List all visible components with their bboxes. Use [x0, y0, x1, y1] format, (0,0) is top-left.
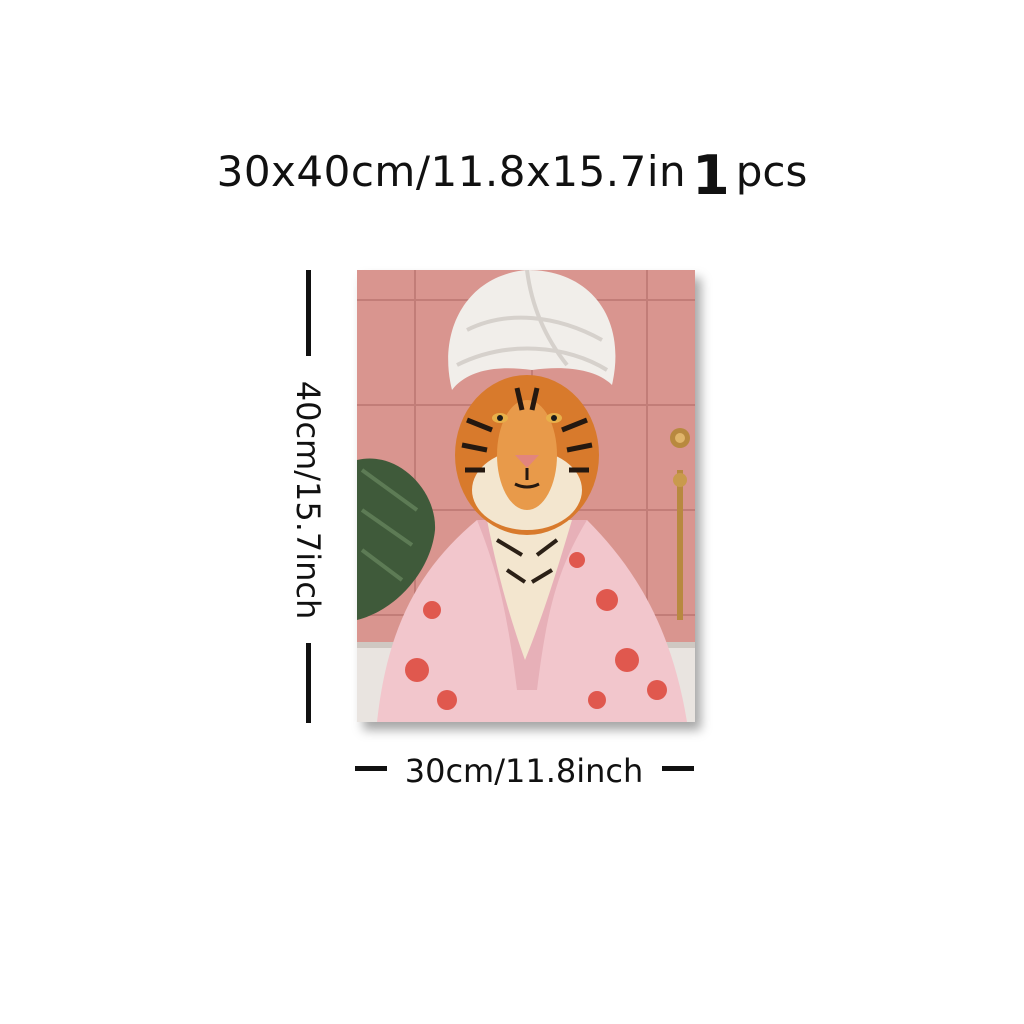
size-text: 30x40cm/11.8x15.7in — [216, 147, 687, 196]
width-label: 30cm/11.8inch — [404, 752, 644, 790]
height-label: 40cm/15.7inch — [289, 380, 327, 620]
product-headline — [0, 136, 1024, 207]
height-indicator-top — [306, 270, 311, 356]
height-indicator-bottom — [306, 643, 311, 723]
width-indicator-right — [662, 766, 694, 771]
artwork-canvas — [357, 270, 695, 722]
width-indicator-left — [355, 766, 387, 771]
piece-count: 1 — [692, 144, 730, 207]
tiger-in-bathrobe-icon — [357, 270, 695, 722]
piece-unit: pcs — [735, 147, 808, 196]
